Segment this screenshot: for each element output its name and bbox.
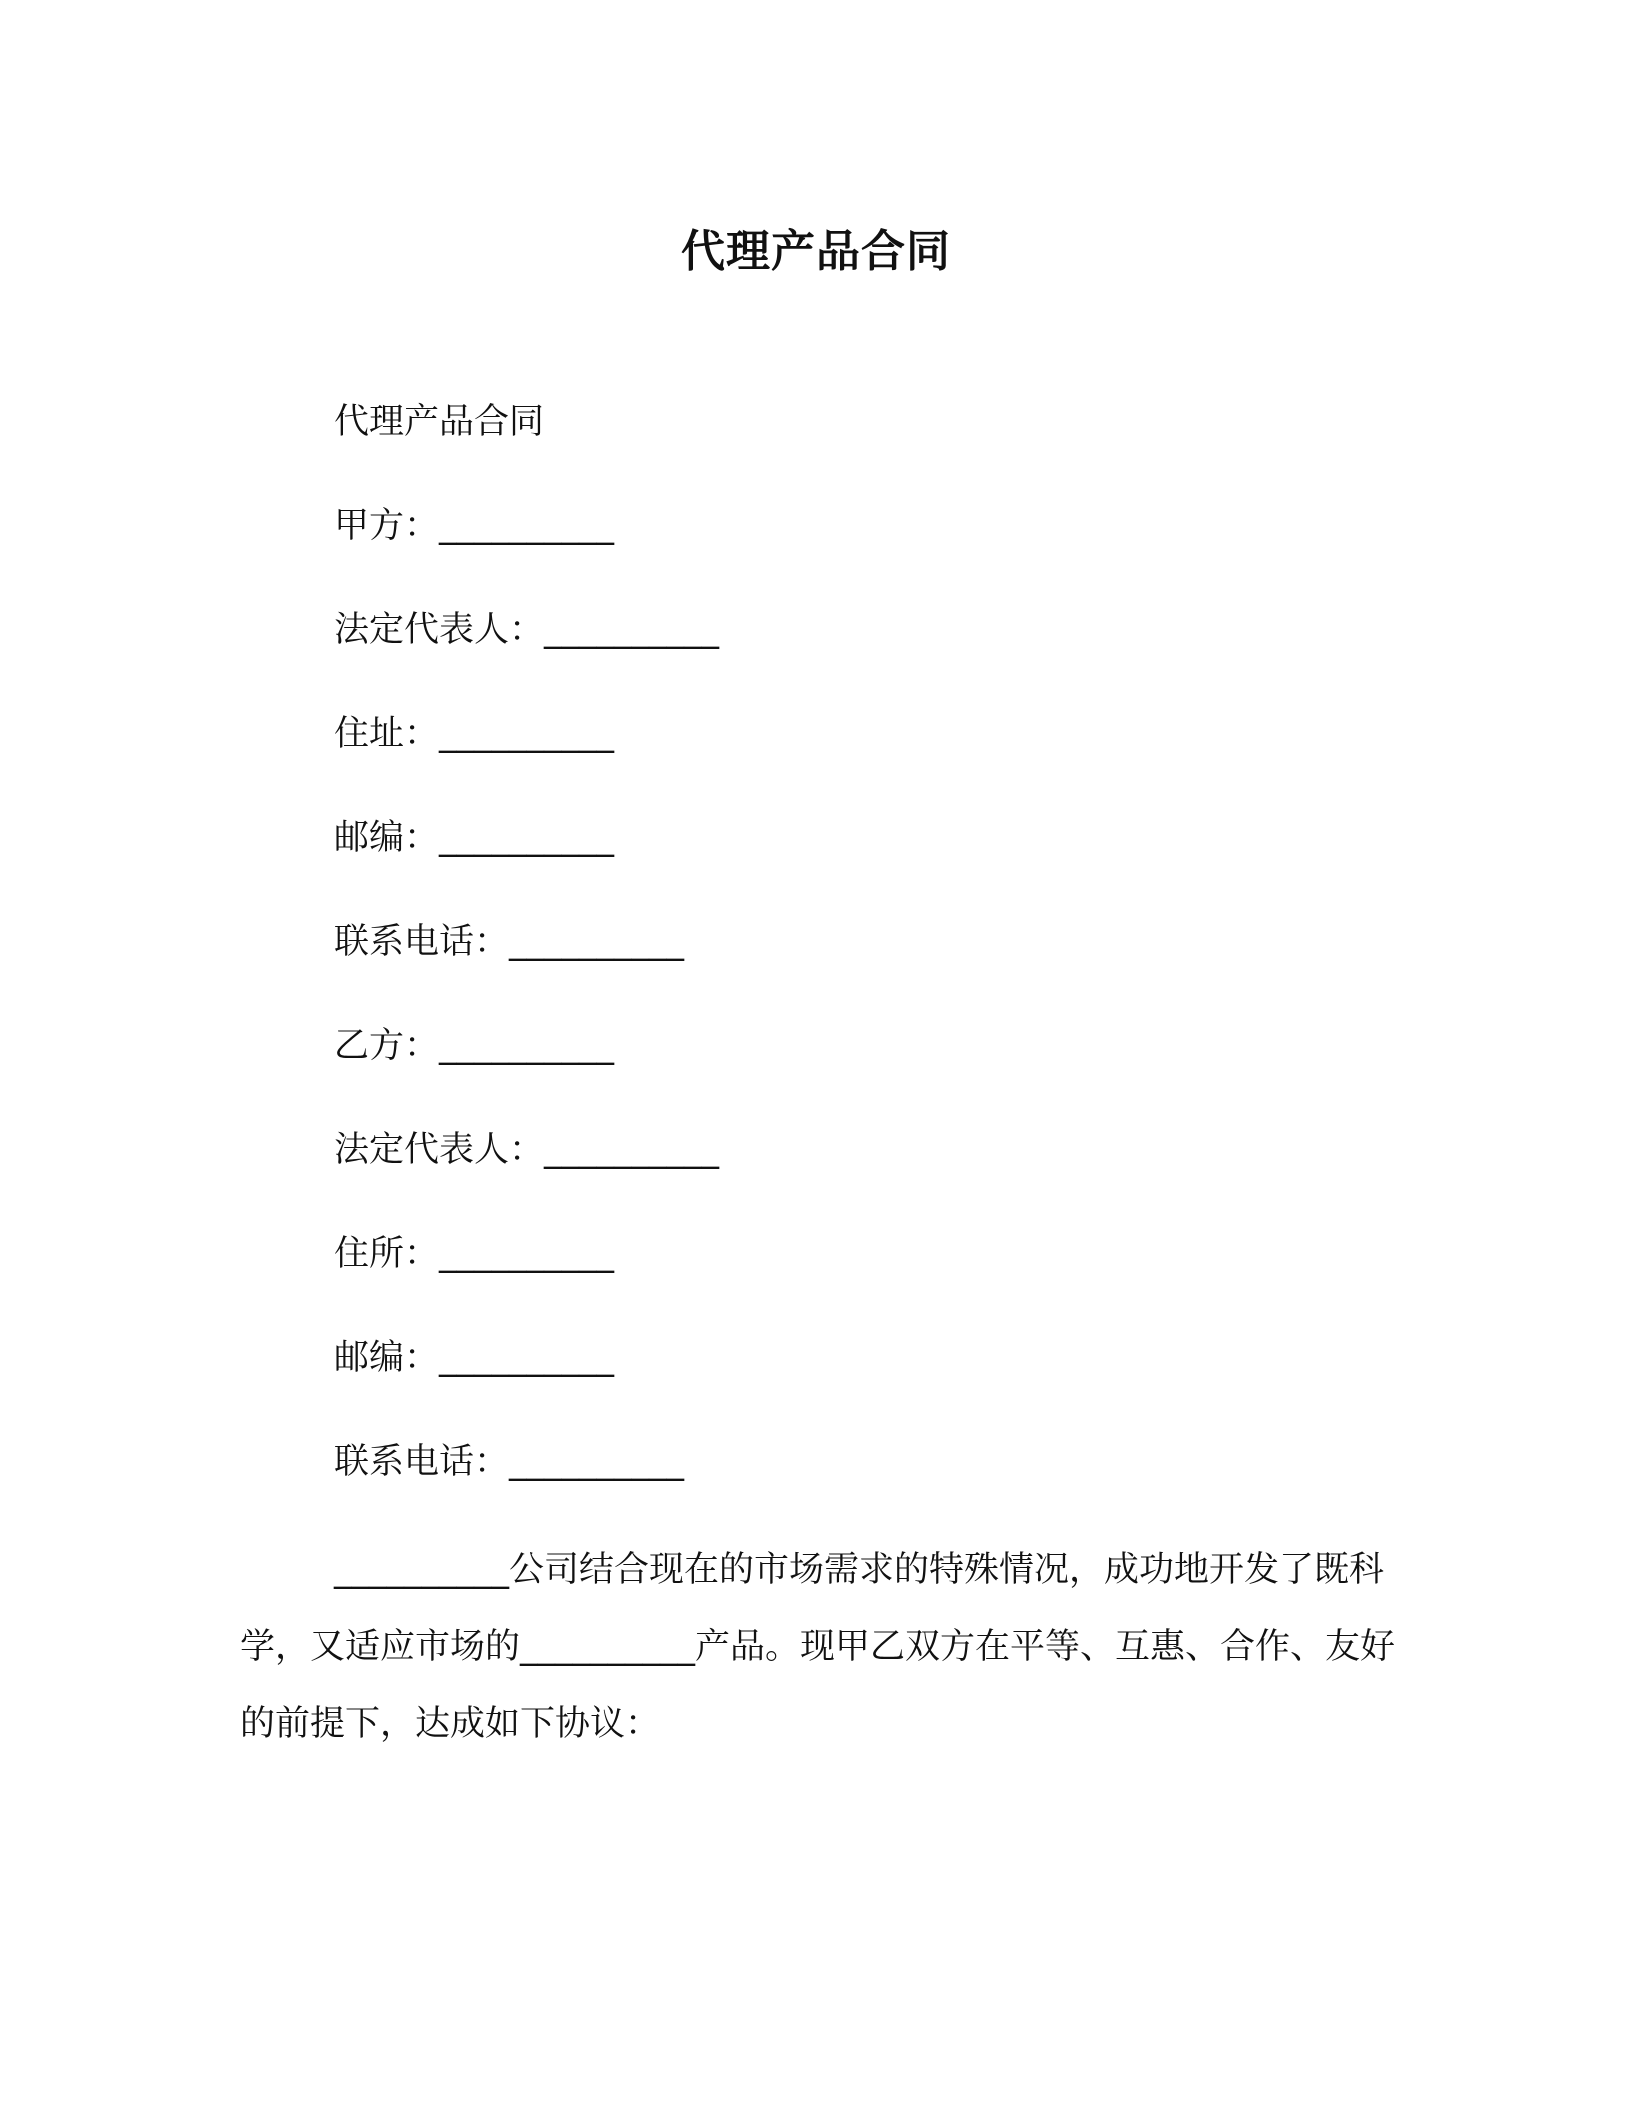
subtitle-line [334,392,719,496]
company-blank: __________ [334,1550,509,1590]
party-b-representative-line [334,1120,719,1224]
product-blank: __________ [520,1627,696,1667]
fill-blank: __________ [439,506,615,546]
field-label: 邮编： [334,818,440,858]
field-label: 住所： [334,1234,440,1274]
field-label: 法定代表人： [334,610,545,650]
fill-blank: __________ [509,922,685,962]
field-label: 乙方： [334,1026,440,1066]
party-b-phone-line [334,1432,719,1536]
fill-blank: __________ [544,1130,720,1170]
party-a-address-line [334,704,719,808]
intro-text-1: 公司结合现在的市场需求的特殊情况，成功地开发了既科学，又适应市场的 [240,1550,1385,1667]
field-label: 甲方： [334,506,440,546]
field-label: 邮编： [334,1338,440,1378]
fill-blank: __________ [439,714,615,754]
party-b-postcode-line [334,1328,719,1432]
fill-blank: __________ [509,1442,685,1482]
intro-paragraph [240,1532,1400,1763]
field-label: 住址： [334,714,440,754]
fill-blank: __________ [544,610,720,650]
party-a-representative-line [334,600,719,704]
intro-text-2: 产品。现甲乙双方在平等、互惠、合作、友好的前提下，达成如下协议： [240,1627,1396,1744]
party-a-line [334,496,719,600]
field-label: 法定代表人： [334,1130,545,1170]
field-label: 联系电话： [334,922,510,962]
subtitle-text: 代理产品合同 [334,402,545,442]
fill-blank: __________ [439,1026,615,1066]
party-b-line [334,1016,719,1120]
fill-blank: __________ [439,818,615,858]
party-a-phone-line [334,912,719,1016]
field-label: 联系电话： [334,1442,510,1482]
fill-blank: __________ [439,1234,615,1274]
document-title: 代理产品合同 [681,226,951,277]
party-b-address-line [334,1224,719,1328]
fill-blank: __________ [439,1338,615,1378]
party-fields [334,392,719,1536]
party-a-postcode-line [334,808,719,912]
